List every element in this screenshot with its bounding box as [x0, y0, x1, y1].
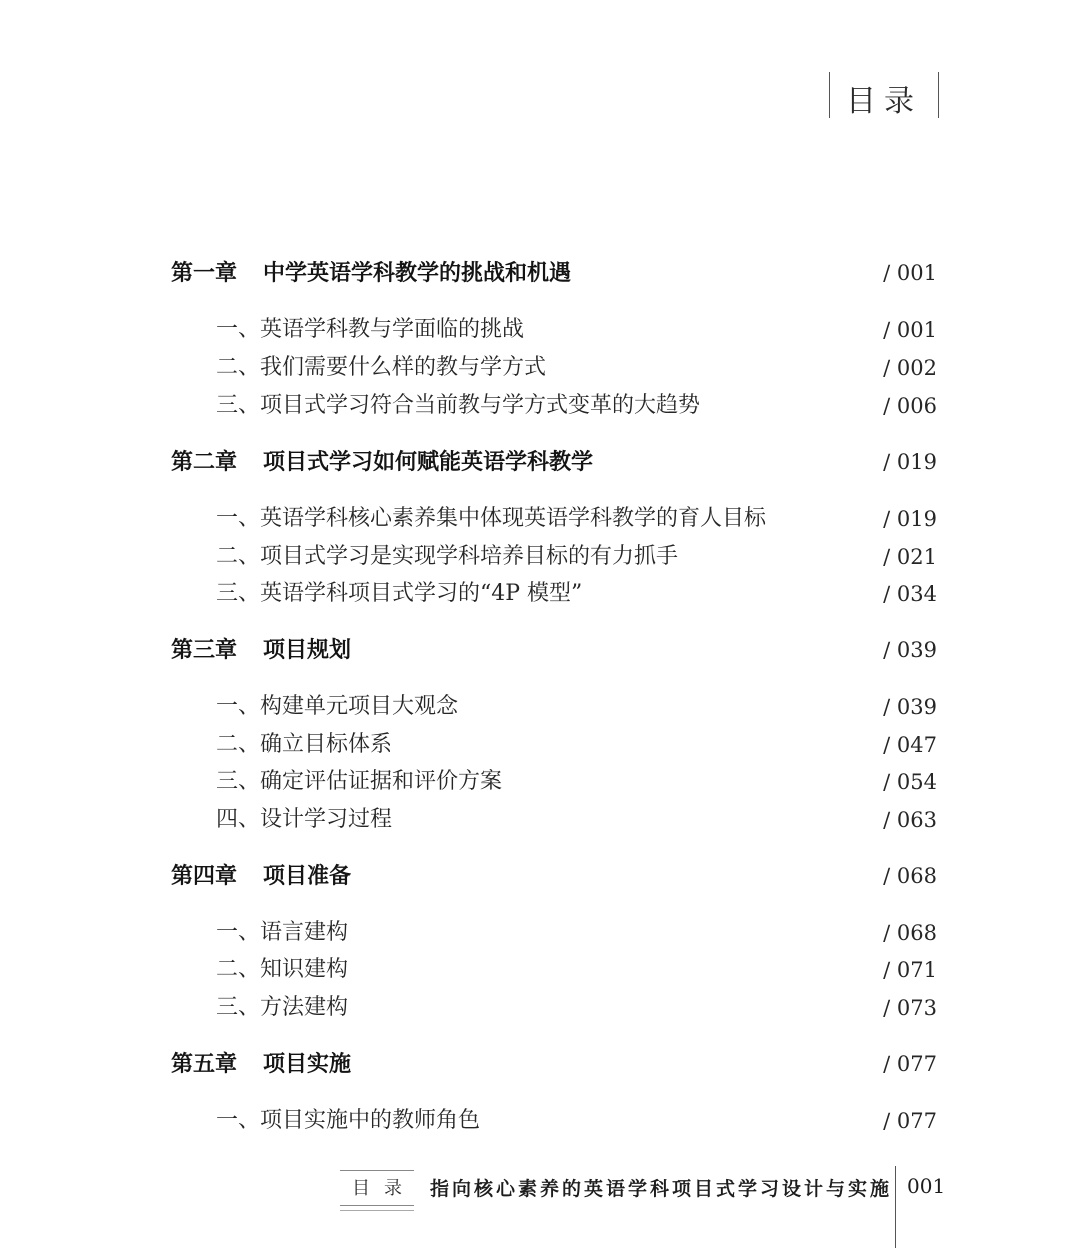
chapter-label: [171, 859, 351, 893]
chapter-label: [171, 445, 593, 479]
chapter-number: 第四章: [171, 863, 238, 889]
page-reference: ∕ 001: [883, 261, 937, 285]
page-reference: ∕ 019: [883, 507, 937, 531]
toc-chapter-row: [0, 445, 1080, 479]
chapter-number: 第二章: [171, 449, 238, 475]
page-reference: ∕ 001: [883, 318, 937, 342]
footer-page-number: 001: [907, 1174, 946, 1198]
chapter-title: 项目式学习如何赋能英语学科教学: [263, 449, 594, 475]
footer-section-label: 目录: [352, 1178, 416, 1199]
page-reference: ∕ 063: [883, 808, 937, 832]
page-title: 目录: [846, 84, 922, 119]
footer-tab-fold: [340, 1204, 414, 1211]
chapter-title: 项目实施: [263, 1051, 352, 1077]
page-reference: ∕ 077: [883, 1052, 937, 1076]
section-title: 三、英语学科项目式学习的“4P 模型”: [216, 581, 583, 606]
toc-section-row: [0, 916, 1080, 950]
toc-chapter-row: [0, 256, 1080, 290]
section-title: 三、确定评估证据和评价方案: [216, 769, 503, 794]
toc-section-row: [0, 953, 1080, 987]
page-reference: ∕ 073: [883, 996, 937, 1020]
page-reference: ∕ 068: [883, 864, 937, 888]
page-reference: ∕ 019: [883, 450, 937, 474]
toc-section-row: [0, 728, 1080, 762]
section-title: 二、项目式学习是实现学科培养目标的有力抓手: [216, 544, 679, 569]
toc-section-row: [0, 313, 1080, 347]
chapter-title: 中学英语学科教学的挑战和机遇: [263, 260, 572, 286]
page-reference: ∕ 039: [883, 695, 937, 719]
chapter-label: [171, 633, 351, 667]
section-title: 三、项目式学习符合当前教与学方式变革的大趋势: [216, 393, 701, 418]
toc-section-row: [0, 803, 1080, 837]
toc-section-row: [0, 1104, 1080, 1138]
toc-section-row: [0, 690, 1080, 724]
page-footer: [0, 1166, 1080, 1248]
chapter-title: 项目准备: [263, 863, 352, 889]
toc-title-block: [829, 72, 939, 118]
section-title: 二、知识建构: [216, 957, 349, 982]
page-reference: ∕ 002: [883, 356, 937, 380]
toc-section-row: [0, 991, 1080, 1025]
toc-chapter-row: [0, 633, 1080, 667]
section-title: 二、我们需要什么样的教与学方式: [216, 355, 547, 380]
section-title: 一、语言建构: [216, 920, 349, 945]
page-reference: ∕ 077: [883, 1109, 937, 1133]
section-title: 一、英语学科核心素养集中体现英语学科教学的育人目标: [216, 506, 767, 531]
page-reference: ∕ 021: [883, 545, 937, 569]
section-title: 一、英语学科教与学面临的挑战: [216, 317, 525, 342]
page-reference: ∕ 034: [883, 582, 937, 606]
section-title: 一、构建单元项目大观念: [216, 694, 459, 719]
section-title: 四、设计学习过程: [216, 807, 393, 832]
page-reference: ∕ 039: [883, 638, 937, 662]
page-reference: ∕ 054: [883, 770, 937, 794]
toc-section-row: [0, 502, 1080, 536]
chapter-number: 第五章: [171, 1051, 238, 1077]
footer-book-title: 指向核心素养的英语学科项目式学习设计与实施: [430, 1178, 893, 1200]
chapter-label: [171, 256, 571, 290]
section-title: 一、项目实施中的教师角色: [216, 1108, 481, 1133]
toc-section-row: [0, 765, 1080, 799]
section-title: 二、确立目标体系: [216, 732, 393, 757]
toc-chapter-row: [0, 859, 1080, 893]
section-title: 三、方法建构: [216, 995, 349, 1020]
toc-section-row: [0, 389, 1080, 423]
page-reference: ∕ 047: [883, 733, 937, 757]
chapter-title: 项目规划: [263, 637, 352, 663]
footer-divider: [895, 1166, 896, 1248]
toc-section-row: [0, 351, 1080, 385]
toc-chapter-row: [0, 1047, 1080, 1081]
page-reference: ∕ 006: [883, 394, 937, 418]
chapter-label: [171, 1047, 351, 1081]
page-reference: ∕ 071: [883, 958, 937, 982]
title-right-rule: [938, 72, 939, 118]
toc-section-row: [0, 540, 1080, 574]
chapter-number: 第一章: [171, 260, 238, 286]
toc-section-row: [0, 577, 1080, 611]
page-reference: ∕ 068: [883, 921, 937, 945]
chapter-number: 第三章: [171, 637, 238, 663]
